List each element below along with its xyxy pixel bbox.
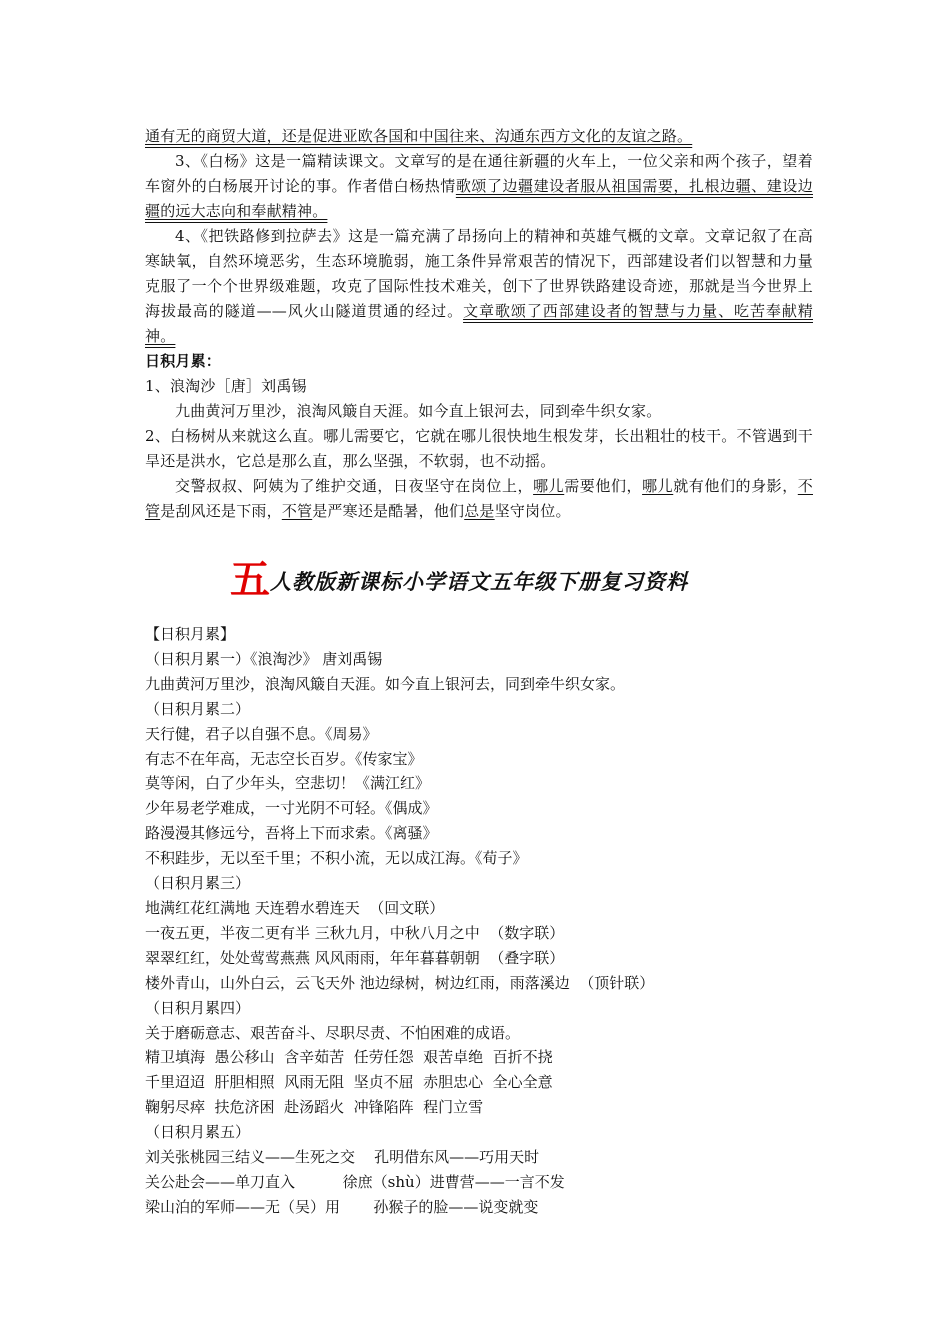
keyword: 哪儿 xyxy=(533,477,565,495)
list-line: 地满红花红满地 天连碧水碧连天 （回文联） xyxy=(145,898,445,917)
list-line: 不积跬步，无以至千里；不积小流，无以成江海。《荀子》 xyxy=(145,849,528,868)
paragraph-text: 3、《白杨》这是一篇精读课文。文章写的是在通往新疆的火车上，一位父亲和两个孩子，望着车窗外的白杨展开讨论的事。作者借白杨热情 xyxy=(145,152,813,195)
keyword: 不管 xyxy=(145,477,813,520)
list-line: （日积月累五） xyxy=(145,1123,251,1142)
list-line: 九曲黄河万里沙，浪淘风簸自天涯。如今直上银河去，同到牵牛织女家。 xyxy=(145,674,626,693)
list-line: 翠翠红红，处处莺莺燕燕 风风雨雨，年年暮暮朝朝 （叠字联） xyxy=(145,948,565,967)
poem-title: 1、浪淘沙［唐］刘禹锡 xyxy=(145,377,307,395)
list-line: 梁山泊的军师——无（吴）用 孙猴子的脸——说变就变 xyxy=(145,1197,539,1216)
list-line: （日积月累一）《浪淘沙》 唐刘禹锡 xyxy=(145,649,383,668)
text: 坚守岗位。 xyxy=(494,502,571,520)
paragraph-traffic-police xyxy=(145,474,813,524)
paragraph-lhasa-railway xyxy=(145,224,813,349)
list-line: 一夜五更，半夜二更有半 三秋九月，中秋八月之中 （数字联） xyxy=(145,923,565,942)
list-line: 天行健，君子以自强不息。《周易》 xyxy=(145,724,378,743)
list-line: 关公赴会——单刀直入 徐庶（shù）进曹营——一言不发 xyxy=(145,1172,565,1191)
list-line: （日积月累二） xyxy=(145,699,251,718)
list-line: （日积月累四） xyxy=(145,998,251,1017)
text: 就有他们的身影， xyxy=(673,477,798,495)
list-line: 楼外青山，山外白云，云飞天外 池边绿树，树边红雨，雨落溪边 （顶针联） xyxy=(145,973,655,992)
document-title xyxy=(230,548,790,603)
list-line: 关于磨砺意志、艰苦奋斗、尽职尽责、不怕困难的成语。 xyxy=(145,1023,521,1042)
paragraph-silk-road xyxy=(145,124,813,149)
text: 需要他们， xyxy=(564,477,643,495)
text: 是刮风还是下雨， xyxy=(160,502,282,520)
list-line: 【日积月累】 xyxy=(145,625,236,643)
section-heading: 日积月累： xyxy=(145,352,222,370)
list-line: 路漫漫其修远兮，吾将上下而求索。《离骚》 xyxy=(145,824,438,843)
list-line: （日积月累三） xyxy=(145,874,251,893)
review-notes-section xyxy=(145,124,813,524)
accumulation-list xyxy=(145,622,813,1220)
poem-text: 九曲黄河万里沙，浪淘风簸自天涯。如今直上银河去，同到牵牛织女家。 xyxy=(175,402,662,420)
title-chapter-number: 五 xyxy=(230,557,270,603)
underlined-text: 歌颂了边疆建设者服从祖国需要，扎根边疆、建设边疆的远大志向和奉献精神。 xyxy=(145,177,813,220)
title-text: 人教版新课标小学语文五年级下册复习资料 xyxy=(270,570,688,594)
paragraph-text: 4、《把铁路修到拉萨去》这是一篇充满了昂扬向上的精神和英雄气概的文章。文章记叙了在高寒缺氧，自然环境恶劣，生态环境脆弱，施工条件异常艰苦的情况下，西部建设者们以智慧和力量克服了一个个世界级难题，攻克了国际性技术难关，创下了世界铁路建设奇迹，那就是当今世界上海拔最高的隧道——风火山隧道贯通的经过。 xyxy=(145,227,813,320)
keyword: 哪儿 xyxy=(642,477,674,495)
list-line: 有志不在年高，无志空长百岁。《传家宝》 xyxy=(145,749,423,768)
paragraph-poplar: 2、白杨树从来就这么直。哪儿需要它，它就在哪儿很快地生根发芽，长出粗壮的枝干。不管遇到干旱还是洪水，它总是那么直，那么坚强，不软弱，也不动摇。 xyxy=(145,427,813,470)
list-line: 莫等闲，白了少年头，空悲切！《满江红》 xyxy=(145,774,431,793)
keyword: 总是 xyxy=(464,502,495,520)
text: 是严寒还是酷暑，他们 xyxy=(312,502,465,520)
list-line: 少年易老学难成，一寸光阴不可轻。《偶成》 xyxy=(145,799,438,818)
keyword: 不管 xyxy=(281,502,313,520)
list-line: 刘关张桃园三结义——生死之交 孔明借东风——巧用天时 xyxy=(145,1148,540,1167)
paragraph-baiyang xyxy=(145,149,813,224)
list-line: 精卫填海 愚公移山 含辛茹苦 任劳任怨 艰苦卓绝 百折不挠 xyxy=(145,1048,553,1067)
underlined-text: 文章歌颂了西部建设者的智慧与力量、吃苦奉献精神。 xyxy=(145,302,813,345)
list-line: 鞠躬尽瘁 扶危济困 赴汤蹈火 冲锋陷阵 程门立雪 xyxy=(145,1098,484,1117)
list-line: 千里迢迢 肝胆相照 风雨无阻 坚贞不屈 赤胆忠心 全心全意 xyxy=(145,1073,553,1092)
underlined-text: 通有无的商贸大道，还是促进亚欧各国和中国往来、沟通东西方文化的友谊之路。 xyxy=(145,127,693,145)
text: 交警叔叔、阿姨为了维护交通，日夜坚守在岗位上， xyxy=(175,477,534,495)
